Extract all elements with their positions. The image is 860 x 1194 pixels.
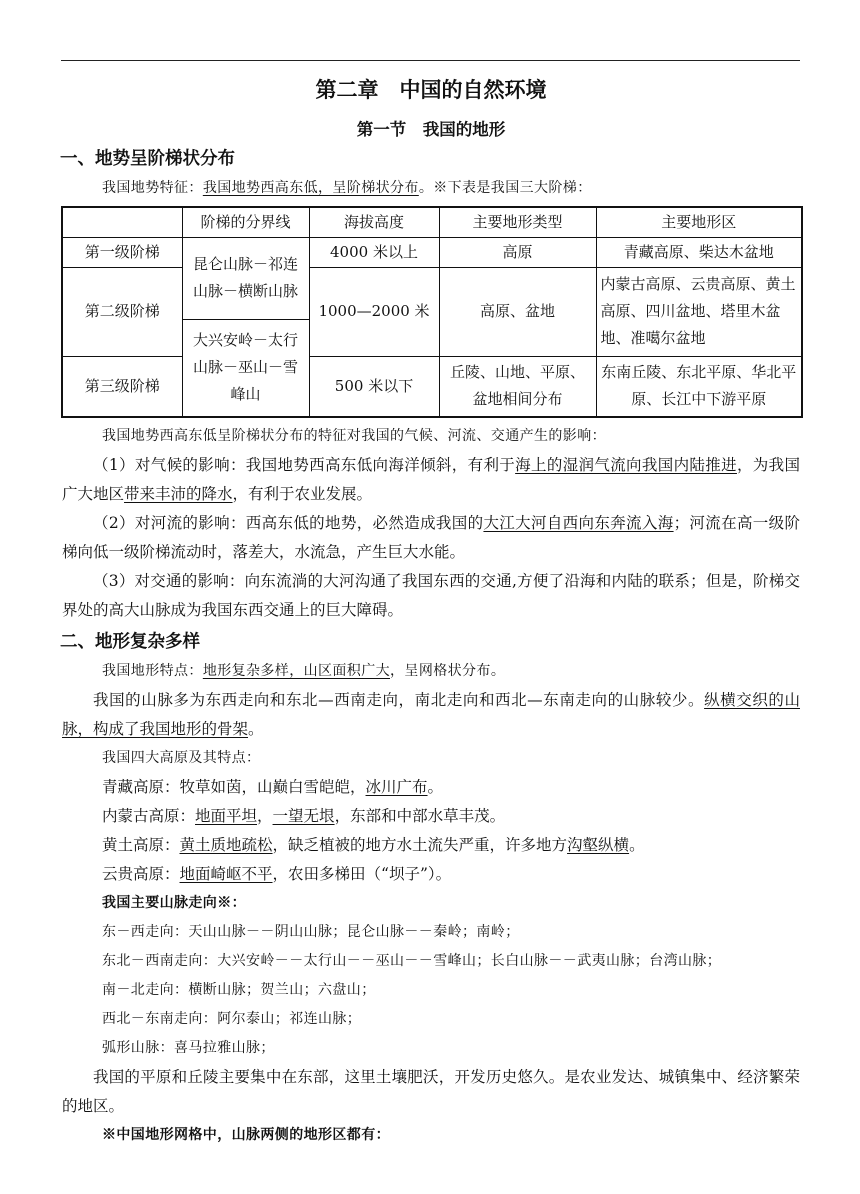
river-impact: （2）对河流的影响：西高东低的地势，必然造成我国的大江大河自西向东奔流入海；河流在高一级阶梯向低一级阶梯流动时，落差大，水流急，产生巨大水能。 xyxy=(62,514,800,561)
table-header-cell: 阶梯的分界线 xyxy=(182,207,309,237)
direction-arc: 弧形山脉：喜马拉雅山脉； xyxy=(102,1040,275,1056)
table-header-cell xyxy=(62,207,182,237)
boundary-line-1: 昆仑山脉－祁连山脉－横断山脉 xyxy=(182,237,309,319)
terrain-region: 内蒙古高原、云贵高原、黄土高原、四川盆地、塔里木盆地、准噶尔盆地 xyxy=(596,267,802,356)
table-header-cell: 主要地形类型 xyxy=(439,207,596,237)
terrain-type: 高原、盆地 xyxy=(439,267,596,356)
terrain-feature-key: 我国地势西高东低，呈阶梯状分布 xyxy=(202,180,419,196)
step-name: 第二级阶梯 xyxy=(62,267,182,356)
altitude: 1000—2000 米 xyxy=(309,267,439,356)
terrain-feature-line: 我国地势特征：我国地势西高东低，呈阶梯状分布。※下表是我国三大阶梯： xyxy=(102,180,592,196)
step-name: 第一级阶梯 xyxy=(62,237,182,267)
direction-east-west: 东－西走向：天山山脉－－阴山山脉；昆仑山脉－－秦岭；南岭； xyxy=(102,924,520,940)
altitude: 500 米以下 xyxy=(309,356,439,417)
plateau-huangtu: 黄土高原：黄土质地疏松，缺乏植被的地方水土流失严重，许多地方沟壑纵横。 xyxy=(102,836,645,854)
landform-feature-line: 我国地形特点：地形复杂多样，山区面积广大，呈网格状分布。 xyxy=(102,663,506,679)
section-title: 第一节 我国的地形 xyxy=(356,120,506,139)
plain-paragraph: 我国的平原和丘陵主要集中在东部，这里土壤肥沃，开发历史悠久。是农业发达、城镇集中、经济繁荣的地区。 xyxy=(62,1068,800,1115)
plateau-neimenggu: 内蒙古高原：地面平坦，一望无垠，东部和中部水草丰茂。 xyxy=(102,807,506,825)
altitude: 4000 米以上 xyxy=(309,237,439,267)
plateau-qingzang: 青藏高原：牧草如茵，山巅白雪皑皑，冰川广布。 xyxy=(102,778,444,796)
mountain-paragraph: 我国的山脉多为东西走向和东北—西南走向，南北走向和西北—东南走向的山脉较少。纵横交织的山脉，构成了我国地形的骨架。 xyxy=(62,691,800,738)
direction-northeast-southwest: 东北－西南走向：大兴安岭－－太行山－－巫山－－雪峰山；长白山脉－－武夷山脉；台湾山脉； xyxy=(102,953,722,969)
step-name: 第三级阶梯 xyxy=(62,356,182,417)
mountain-direction-intro: 我国主要山脉走向※： xyxy=(102,895,246,911)
part2-heading: 二、地形复杂多样 xyxy=(60,632,200,652)
three-steps-table xyxy=(61,206,803,418)
table-row-spacer xyxy=(62,356,802,373)
chapter-title: 第二章 中国的自然环境 xyxy=(315,77,547,102)
part1-heading: 一、地势呈阶梯状分布 xyxy=(60,149,235,169)
header-rule xyxy=(61,60,800,61)
plateau-yungui: 云贵高原：地面崎岖不平，农田多梯田（“坝子”）。 xyxy=(102,865,452,883)
climate-impact: （1）对气候的影响：我国地势西高东低向海洋倾斜，有利于海上的湿润气流向我国内陆推进，为我国广大地区带来丰沛的降水，有利于农业发展。 xyxy=(62,456,800,503)
direction-north-south: 南－北走向：横断山脉；贺兰山；六盘山； xyxy=(102,982,376,998)
table-row xyxy=(62,267,802,319)
terrain-type: 高原 xyxy=(439,237,596,267)
grid-note: ※中国地形网格中，山脉两侧的地形区都有： xyxy=(102,1127,390,1143)
landform-feature-key: 地形复杂多样，山区面积广大 xyxy=(202,663,391,679)
plateau-intro: 我国四大高原及其特点： xyxy=(102,750,261,766)
terrain-region: 青藏高原、柴达木盆地 xyxy=(596,237,802,267)
table-header-cell: 主要地形区 xyxy=(596,207,802,237)
table-header-row xyxy=(62,207,802,237)
terrain-region: 东南丘陵、东北平原、华北平原、长江中下游平原 xyxy=(596,356,802,417)
traffic-impact: （3）对交通的影响：向东流淌的大河沟通了我国东西的交通,方便了沿海和内陆的联系；但是，阶梯交界处的高大山脉成为我国东西交通上的巨大障碍。 xyxy=(62,572,800,619)
impact-intro: 我国地势西高东低呈阶梯状分布的特征对我国的气候、河流、交通产生的影响： xyxy=(102,428,606,444)
boundary-line-2: 大兴安岭－太行山脉－巫山－雪峰山 xyxy=(182,319,309,417)
table-header-cell: 海拔高度 xyxy=(309,207,439,237)
terrain-type: 丘陵、山地、平原、盆地相间分布 xyxy=(439,356,596,417)
table-row xyxy=(62,237,802,267)
direction-northwest-southeast: 西北－东南走向：阿尔泰山；祁连山脉； xyxy=(102,1011,362,1027)
document-page xyxy=(62,74,800,1150)
